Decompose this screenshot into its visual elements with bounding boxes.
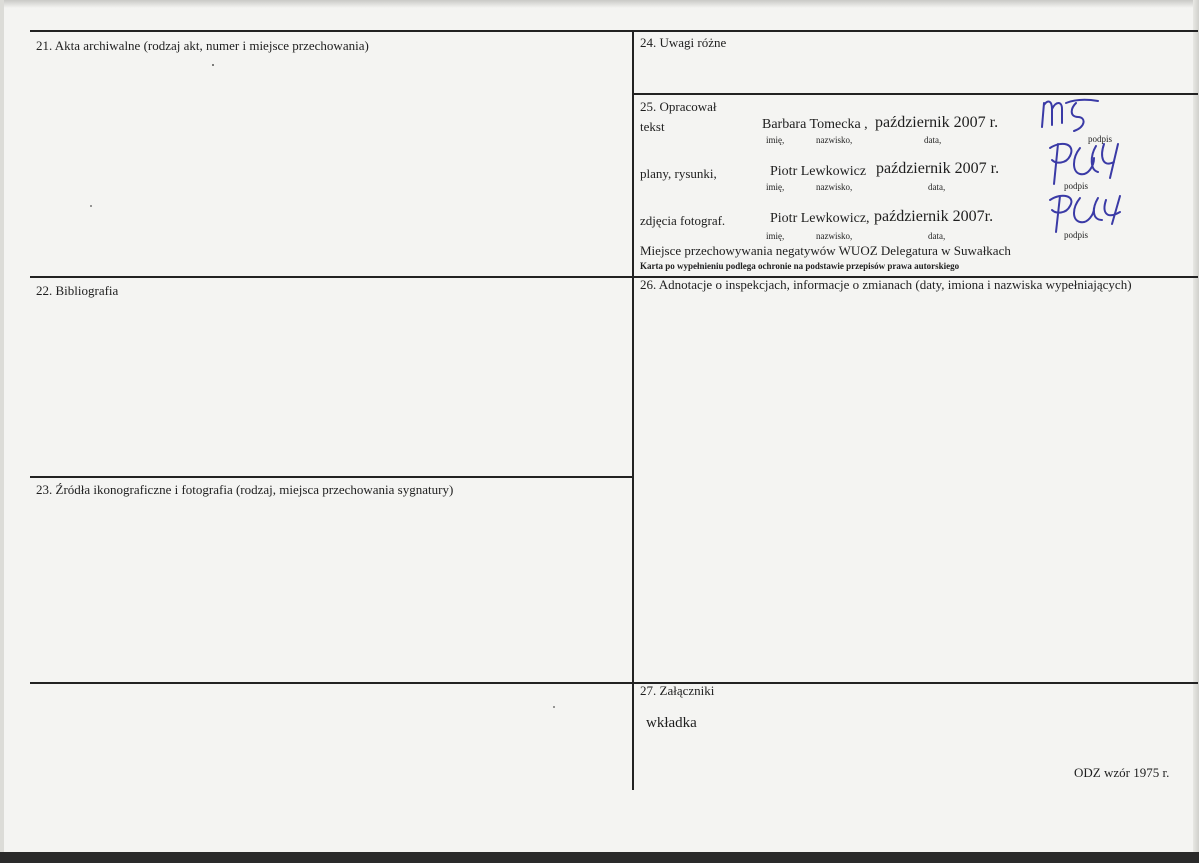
caption-sign: podpis xyxy=(1064,181,1089,191)
scan-edge-left xyxy=(0,0,4,863)
prepared-row-1-name: Barbara Tomecka , xyxy=(762,117,868,132)
rule-23-27 xyxy=(30,682,1198,684)
rule-22-23 xyxy=(30,476,633,478)
prepared-row-3-category: zdjęcia fotograf. xyxy=(640,213,726,228)
caption-sign: podpis xyxy=(1088,134,1113,144)
scan-edge-bottom xyxy=(0,852,1199,863)
signature-1-mark xyxy=(1036,95,1106,135)
negatives-location: Miejsce przechowywania negatywów WUOZ Delegatura w Suwałkach xyxy=(640,243,1011,258)
caption-first-name: imię, xyxy=(766,135,785,145)
rule-24-25 xyxy=(633,93,1198,95)
caption-sign: podpis xyxy=(1064,230,1089,240)
section-24-label: 24. Uwagi różne xyxy=(640,35,727,50)
scan-edge-top xyxy=(0,0,1199,8)
caption-last-name: nazwisko, xyxy=(816,231,853,241)
prepared-row-2-name: Piotr Lewkowicz xyxy=(770,164,867,179)
caption-last-name: nazwisko, xyxy=(816,135,853,145)
caption-date: data, xyxy=(928,182,946,192)
top-rule xyxy=(30,30,1198,32)
prepared-row-3-name: Piotr Lewkowicz, xyxy=(770,211,870,226)
scan-edge-right xyxy=(1193,0,1199,863)
copyright-note: Karta po wypełnieniu podlega ochronie na podstawie przepisów prawa autorskiego xyxy=(640,261,960,271)
scan-speck xyxy=(553,706,555,708)
caption-last-name: nazwisko, xyxy=(816,182,853,192)
prepared-row-2-date: październik 2007 r. xyxy=(876,160,1000,177)
attachment-value: wkładka xyxy=(646,715,697,731)
signature-3-mark xyxy=(1040,190,1130,235)
scan-speck xyxy=(212,64,214,66)
section-27-label: 27. Załączniki xyxy=(640,683,715,698)
section-23-label: 23. Źródła ikonograficzne i fotografia (rodzaj, miejsca przechowania sygnatury) xyxy=(36,482,454,497)
caption-date: data, xyxy=(928,231,946,241)
section-21-label: 21. Akta archiwalne (rodzaj akt, numer i miejsce przechowania) xyxy=(36,38,369,53)
form-footer: ODZ wzór 1975 r. xyxy=(1074,765,1170,780)
section-25-label: 25. Opracował xyxy=(640,99,717,114)
scan-speck xyxy=(90,205,92,207)
caption-first-name: imię, xyxy=(766,182,785,192)
caption-date: data, xyxy=(924,135,942,145)
prepared-row-2-category: plany, rysunki, xyxy=(640,166,717,181)
section-22-label: 22. Bibliografia xyxy=(36,283,119,298)
caption-first-name: imię, xyxy=(766,231,785,241)
signature-2-mark xyxy=(1040,138,1130,188)
prepared-row-1-date: październik 2007 r. xyxy=(875,114,999,131)
prepared-row-3-date: październik 2007r. xyxy=(874,208,994,225)
column-divider xyxy=(632,30,634,790)
prepared-row-1-category: tekst xyxy=(640,119,665,134)
section-26-label: 26. Adnotacje o inspekcjach, informacje o zmianach (daty, imiona i nazwiska wypełniających) xyxy=(640,277,1132,292)
